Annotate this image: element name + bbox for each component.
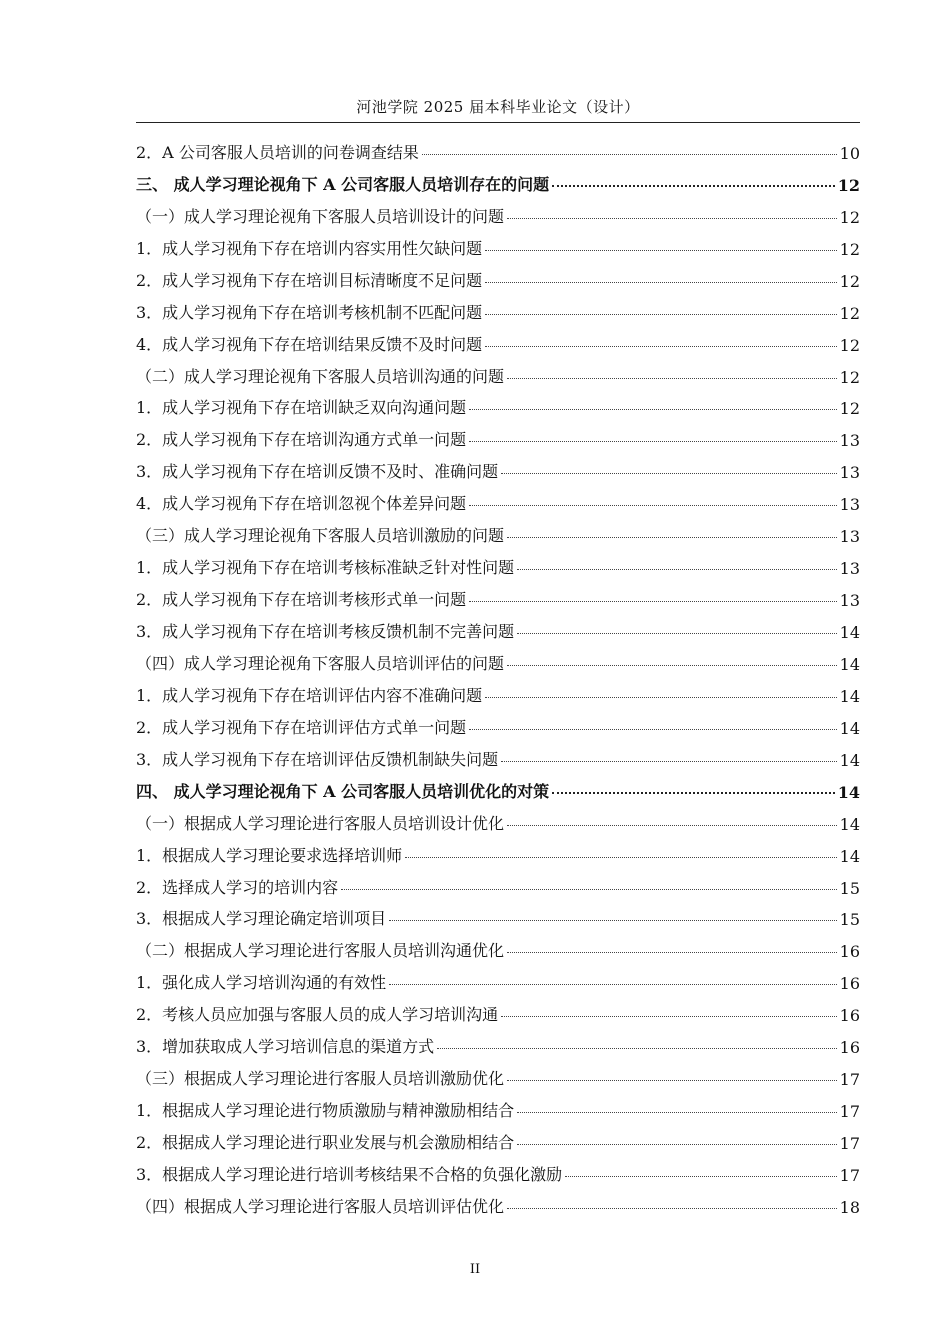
toc-entry-page: 14 xyxy=(839,623,860,642)
toc-leader-dots xyxy=(469,441,836,442)
toc-entry[interactable] xyxy=(136,1057,860,1089)
toc-entry-title: （四）成人学习理论视角下客服人员培训评估的问题 xyxy=(136,653,505,673)
toc-entry-page: 14 xyxy=(839,814,860,834)
toc-entry[interactable] xyxy=(136,929,860,961)
toc-entry-title: （二）根据成人学习理论进行客服人员培训沟通优化 xyxy=(136,941,505,961)
toc-entry[interactable] xyxy=(136,227,860,259)
toc-entry-page: 14 xyxy=(839,718,860,738)
toc-entry-title: 3．增加获取成人学习培训信息的渠道方式 xyxy=(136,1037,435,1057)
toc-leader-dots xyxy=(485,250,836,251)
toc-entry-page: 13 xyxy=(839,559,860,579)
toc-leader-dots xyxy=(469,601,836,602)
toc-entry[interactable] xyxy=(136,706,860,738)
toc-leader-dots xyxy=(552,185,835,187)
toc-leader-dots xyxy=(501,1016,836,1017)
toc-entry-title: 3．成人学习视角下存在培训考核机制不匹配问题 xyxy=(136,302,483,322)
toc-leader-dots xyxy=(485,346,836,347)
toc-leader-dots xyxy=(389,920,836,921)
toc-entry-page: 13 xyxy=(839,527,860,547)
toc-entry-title: 1．强化成人学习培训沟通的有效性 xyxy=(136,973,387,993)
toc-entry-page: 14 xyxy=(837,782,860,802)
toc-entry-title: 1．根据成人学习理论要求选择培训师 xyxy=(136,845,403,865)
toc-leader-dots xyxy=(507,1208,837,1209)
toc-entry-page: 17 xyxy=(839,1070,860,1090)
toc-entry-page: 14 xyxy=(839,846,860,866)
toc-leader-dots xyxy=(469,729,836,730)
toc-entry[interactable] xyxy=(136,674,860,706)
toc-entry-page: 16 xyxy=(839,942,860,962)
toc-entry-title: 1．成人学习视角下存在培训考核标准缺乏针对性问题 xyxy=(136,558,515,578)
toc-leader-dots xyxy=(517,1144,836,1145)
toc-entry-title: 2．根据成人学习理论进行职业发展与机会激励相结合 xyxy=(136,1133,515,1152)
toc-entry[interactable] xyxy=(136,610,860,642)
toc-entry[interactable] xyxy=(136,323,860,355)
toc-entry-title: 三、 成人学习理论视角下 A 公司客服人员培训存在的问题 xyxy=(136,174,550,194)
toc-leader-dots xyxy=(507,218,837,219)
toc-entry-page: 12 xyxy=(839,271,860,291)
toc-entry-page: 17 xyxy=(839,1134,860,1153)
toc-entry-title: （三）根据成人学习理论进行客服人员培训激励优化 xyxy=(136,1069,505,1089)
toc-entry[interactable] xyxy=(136,802,860,834)
toc-leader-dots xyxy=(469,409,836,410)
page-header: 河池学院 2025 届本科毕业论文（设计） xyxy=(356,98,640,116)
toc-entry[interactable] xyxy=(136,1089,860,1121)
toc-leader-dots xyxy=(507,1080,837,1081)
toc-entry[interactable] xyxy=(136,642,860,674)
toc-leader-dots xyxy=(507,665,837,666)
toc-entry[interactable] xyxy=(136,834,860,866)
toc-entry-title: 1．成人学习视角下存在培训评估内容不准确问题 xyxy=(136,685,483,705)
toc-leader-dots xyxy=(485,314,836,315)
toc-entry-page: 14 xyxy=(839,750,860,770)
toc-leader-dots xyxy=(565,1176,836,1177)
toc-entry[interactable] xyxy=(136,291,860,323)
toc-leader-dots xyxy=(501,473,836,474)
toc-entry[interactable] xyxy=(136,1025,860,1057)
toc-entry-title: 四、 成人学习理论视角下 A 公司客服人员培训优化的对策 xyxy=(136,781,550,801)
toc-entry-title: 3．根据成人学习理论确定培训项目 xyxy=(136,909,387,929)
toc-entry-page: 12 xyxy=(839,399,860,419)
toc-entry-title: 1．成人学习视角下存在培训内容实用性欠缺问题 xyxy=(136,238,483,258)
toc-leader-dots xyxy=(485,697,836,698)
toc-leader-dots xyxy=(485,282,836,283)
toc-entry-page: 12 xyxy=(839,239,860,259)
toc-leader-dots xyxy=(517,569,836,570)
toc-entry[interactable] xyxy=(136,418,860,450)
toc-leader-dots xyxy=(507,378,837,379)
toc-entry-page: 14 xyxy=(839,654,860,674)
toc-entry[interactable] xyxy=(136,1121,860,1153)
toc-entry[interactable] xyxy=(136,866,860,898)
toc-entry-title: 4．成人学习视角下存在培训结果反馈不及时问题 xyxy=(136,334,483,354)
toc-entry-page: 13 xyxy=(839,591,860,611)
toc-entry[interactable] xyxy=(136,387,860,419)
toc-entry[interactable] xyxy=(136,482,860,514)
toc-entry-title: 2．成人学习视角下存在培训沟通方式单一问题 xyxy=(136,430,467,450)
toc-entry-page: 17 xyxy=(839,1102,860,1122)
toc-entry-title: 3．成人学习视角下存在培训评估反馈机制缺失问题 xyxy=(136,749,499,769)
toc-entry[interactable] xyxy=(136,259,860,291)
toc-entry-title: （三）成人学习理论视角下客服人员培训激励的问题 xyxy=(136,526,505,546)
toc-entry-title: （四）根据成人学习理论进行客服人员培训评估优化 xyxy=(136,1196,505,1216)
toc-entry[interactable] xyxy=(136,961,860,993)
toc-entry-page: 15 xyxy=(839,910,860,930)
toc-entry-title: 2．A 公司客服人员培训的问卷调查结果 xyxy=(136,142,419,162)
toc-entry[interactable] xyxy=(136,993,860,1025)
toc-entry-title: 1．成人学习视角下存在培训缺乏双向沟通问题 xyxy=(136,398,467,418)
toc-entry[interactable] xyxy=(136,578,860,610)
toc-entry-page: 15 xyxy=(839,878,860,898)
toc-entry[interactable] xyxy=(136,898,860,930)
toc-entry-title: 4．成人学习视角下存在培训忽视个体差异问题 xyxy=(136,494,467,514)
toc-leader-dots xyxy=(507,952,837,953)
toc-entry-page: 13 xyxy=(839,463,860,483)
toc-entry-page: 12 xyxy=(837,175,860,195)
toc-entry[interactable] xyxy=(136,355,860,387)
toc-entry-title: （二）成人学习理论视角下客服人员培训沟通的问题 xyxy=(136,366,505,386)
toc-leader-dots xyxy=(517,633,836,634)
toc-entry[interactable] xyxy=(136,1153,860,1185)
toc-entry-title: 2．选择成人学习的培训内容 xyxy=(136,877,339,897)
toc-entry-page: 16 xyxy=(839,1006,860,1026)
toc-leader-dots xyxy=(469,505,836,506)
toc-entry[interactable] xyxy=(136,546,860,578)
toc-entry-page: 12 xyxy=(839,303,860,323)
toc-leader-dots xyxy=(422,154,837,155)
toc-entry-page: 13 xyxy=(839,431,860,451)
toc-leader-dots xyxy=(501,761,836,762)
table-of-contents xyxy=(136,131,860,1217)
toc-leader-dots xyxy=(341,889,836,890)
toc-entry[interactable] xyxy=(136,1185,860,1217)
toc-entry-page: 12 xyxy=(839,335,860,355)
toc-entry-title: 3．成人学习视角下存在培训反馈不及时、准确问题 xyxy=(136,462,499,482)
toc-entry[interactable] xyxy=(136,195,860,227)
toc-entry-title: 2．成人学习视角下存在培训评估方式单一问题 xyxy=(136,717,467,737)
toc-entry-page: 12 xyxy=(839,207,860,227)
toc-leader-dots xyxy=(517,1112,836,1113)
toc-entry-title: （一）成人学习理论视角下客服人员培训设计的问题 xyxy=(136,206,505,226)
toc-entry-title: （一）根据成人学习理论进行客服人员培训设计优化 xyxy=(136,813,505,833)
toc-entry-page: 16 xyxy=(839,974,860,994)
toc-entry-page: 18 xyxy=(839,1197,860,1217)
toc-entry-page: 13 xyxy=(839,495,860,515)
toc-entry-page: 10 xyxy=(839,143,860,163)
toc-entry[interactable] xyxy=(136,131,860,163)
toc-entry[interactable] xyxy=(136,770,860,802)
toc-entry-page: 16 xyxy=(839,1038,860,1058)
toc-entry[interactable] xyxy=(136,450,860,482)
toc-entry-title: 2．成人学习视角下存在培训目标清晰度不足问题 xyxy=(136,270,483,290)
toc-leader-dots xyxy=(552,792,835,794)
toc-entry-page: 12 xyxy=(839,367,860,387)
toc-leader-dots xyxy=(437,1048,836,1049)
toc-leader-dots xyxy=(405,857,836,858)
toc-leader-dots xyxy=(507,825,837,826)
toc-entry-page: 17 xyxy=(839,1165,860,1185)
header-rule xyxy=(136,122,860,123)
toc-entry[interactable] xyxy=(136,738,860,770)
toc-entry-title: 2．成人学习视角下存在培训考核形式单一问题 xyxy=(136,590,467,610)
toc-entry-title: 1．根据成人学习理论进行物质激励与精神激励相结合 xyxy=(136,1101,515,1121)
toc-leader-dots xyxy=(389,984,836,985)
toc-entry[interactable] xyxy=(136,163,860,195)
toc-entry-page: 14 xyxy=(839,686,860,706)
toc-entry-title: 3．根据成人学习理论进行培训考核结果不合格的负强化激励 xyxy=(136,1164,563,1184)
toc-entry[interactable] xyxy=(136,514,860,546)
toc-entry-title: 3．成人学习视角下存在培训考核反馈机制不完善问题 xyxy=(136,622,515,641)
toc-entry-title: 2．考核人员应加强与客服人员的成人学习培训沟通 xyxy=(136,1005,499,1025)
toc-leader-dots xyxy=(507,537,837,538)
page-number: II xyxy=(469,1262,481,1277)
